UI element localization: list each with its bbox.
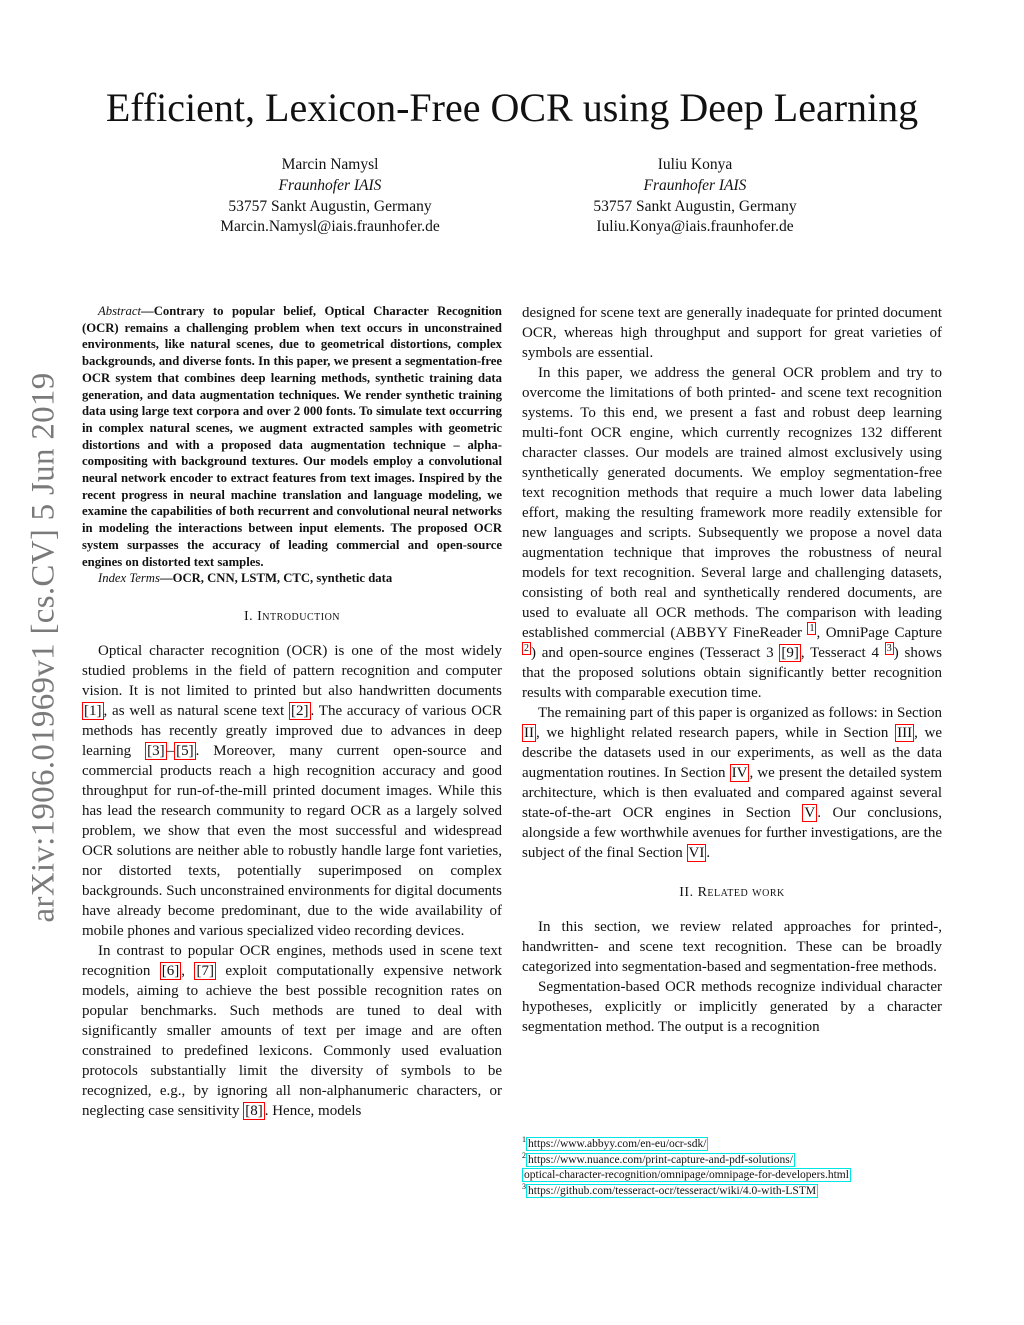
footnote-ref-link[interactable]: 3 (886, 643, 892, 654)
text-run: , (181, 962, 195, 979)
text-run: In this paper, we address the general OCR problem and try to overcome the limitations of both printed- and scene text recognition systems. To this end, we present a fast and robust deep learning multi-font OCR engine, which currently recognizes 132 different character classes. Our models are trained almost exclusively using synthetically generated documents. We employ segmentation-free text recognition methods that require a much lower data labeling effort, making the resulting framework more readily extensible for new languages and scripts. Subsequently we propose a novel data augmentation technique that improves the robustness of neural models for text recognition. Several large and challenging datasets, consisting of both real and synthetically rendered documents, are used to evaluate all OCR methods. The comparison with leading established commercial (ABBYY FineReader (522, 365, 942, 641)
text-run: , as well as natural scene text (103, 702, 290, 719)
footnote-3 (522, 1181, 952, 1200)
footnote-2-continued (522, 1168, 952, 1184)
paper-title: Efficient, Lexicon-Free OCR using Deep Learning (105, 85, 919, 130)
author-email: Iuliu.Konya@iais.fraunhofer.de (596, 218, 794, 236)
abstract (82, 303, 502, 570)
section-ref-link[interactable]: II (524, 725, 534, 741)
text-run: , OmniPage Capture (816, 625, 942, 641)
footnote-number: 1 (522, 1135, 526, 1145)
citation-link[interactable]: [1] (84, 702, 102, 719)
intro-paragraph-3 (522, 363, 942, 703)
section-heading-introduction: I. Introduction (243, 608, 341, 624)
footnote-ref-link[interactable]: 2 (524, 643, 529, 654)
intro-paragraph-1 (82, 641, 502, 941)
author-name: Iuliu Konya (657, 156, 733, 173)
text-run: , Tesseract 4 (800, 645, 885, 661)
text-run: ) shows that the proposed solutions obtain significantly better recognition results with comparable execution time. (522, 645, 942, 701)
left-column (82, 303, 502, 1121)
section-heading-related-work: II. Related work (679, 885, 785, 900)
author-address: 53757 Sankt Augustin, Germany (593, 197, 797, 215)
text-run: ) and open-source engines (Tesseract 3 (531, 645, 780, 661)
citation-link[interactable]: [9] (781, 645, 799, 661)
citation-link[interactable]: [2] (291, 702, 309, 719)
text-run: . (706, 845, 711, 861)
intro-paragraph-4 (522, 703, 942, 863)
footnote-1 (522, 1137, 952, 1153)
text-run: , we highlight related research papers, while in Section (536, 725, 896, 741)
footnotes (522, 1137, 952, 1199)
text-run: . Our conclusions, alongside a few worthwhile avenues for further investigations, are the subject of the final Section (522, 805, 943, 861)
right-column (522, 303, 942, 1037)
author-affiliation: Fraunhofer IAIS (278, 176, 382, 194)
footnote-url-link[interactable]: https://www.abbyy.com/en-eu/ocr-sdk/ (528, 1138, 707, 1150)
index-terms (82, 570, 502, 587)
text-run: . Moreover, many current open-source and commercial products reach a high recognition accuracy and good throughput for run-of-the-mill printed document images. While this has lead the research community to regard OCR as a largely solved problem, we show that even the most successful and widespread OCR solutions are neither able to robustly handle large font varieties, nor distorted texts, potentially superimposed on complex backgrounds. Such unconstrained environments for digital documents have already become predominant, due to the wide availability of mobile phones and various specialized video recording devices. (82, 742, 502, 939)
author-email: Marcin.Namysl@iais.fraunhofer.de (220, 218, 440, 236)
footnote-2 (522, 1150, 952, 1169)
text-run: . The accuracy of various OCR methods has recently greatly improved due to advances in deep learning (82, 702, 503, 759)
text-run: In contrast to popular OCR engines, methods used in scene text recognition (82, 942, 502, 979)
arxiv-id-text: arXiv:1906.01969v1 [cs.CV] 5 Jun 2019 (25, 372, 62, 923)
section-ref-link[interactable]: IV (731, 765, 748, 781)
citation-link[interactable]: [3] (147, 742, 165, 759)
footnote-number: 3 (522, 1181, 526, 1191)
abstract-text: —Contrary to popular belief, Optical Character Recognition (OCR) remains a challenging problem when text occurs in unconstrained environments, like natural scenes, due to geometrical distortions, complex backgrounds, and diverse fonts. In this paper, we present a segmentation-free OCR system that combines deep learning methods, synthetic training data generation, and data augmentation techniques. We render synthetic training data using large text corpora and over 2 000 fonts. To simulate text occurring in complex natural scenes, we augment extracted samples with geometric distortions and with a proposed data augmentation technique – alpha-compositing with background textures. Our models employ a convolutional neural network encoder to extract features from text images. Inspired by the recent progress in neural machine translation and language modeling, we examine the capabilities of both recurrent and convolutional neural networks in modeling the interactions between input elements. The proposed OCR system surpasses the accuracy of leading commercial and open-source engines on distorted text samples. (82, 304, 502, 569)
section-ref-link[interactable]: V (804, 805, 816, 821)
section-ref-link[interactable]: III (897, 725, 913, 741)
footnote-ref-link[interactable]: 1 (809, 623, 815, 634)
text-run: . Hence, models (264, 1102, 362, 1119)
citation-link[interactable]: [8] (245, 1102, 263, 1119)
arxiv-side-stamp (14, 365, 74, 930)
text-run: , we present the detailed system architecture, which is then evaluated and compared against several state-of-the-art OCR engines in Section (522, 765, 942, 821)
author-block-2 (545, 155, 845, 238)
footnote-url-link[interactable]: https://www.nuance.com/print-capture-and-pdf-solutions/ (528, 1153, 793, 1166)
text-run: – (166, 742, 175, 759)
citation-link[interactable]: [5] (176, 742, 194, 759)
text-run: exploit computationally expensive network models, aiming to achieve the best possible recognition rates on popular benchmarks. Such methods are tuned to deal with significantly smaller amounts of text per image and are often constrained to predefined lexicons. Commonly used evaluation protocols substantially limit the diversity of symbols to be recognized, e.g., by ignoring all non-alphanumeric characters, or neglecting case sensitivity (82, 962, 502, 1119)
author-name: Marcin Namysl (281, 156, 379, 173)
author-affiliation: Fraunhofer IAIS (643, 176, 747, 194)
footnote-url-link[interactable]: https://github.com/tesseract-ocr/tesseract/wiki/4.0-with-LSTM (528, 1184, 817, 1197)
intro-paragraph-2 (82, 941, 502, 1121)
text-run: , we describe the datasets used in our experiments, as well as the data augmentation routines. In Section (522, 725, 942, 781)
related-work-paragraph-1: In this section, we review related approaches for printed-, handwritten- and scene text recognition. These can be broadly categorized into segmentation-based and segmentation-free methods. (522, 919, 942, 975)
index-terms-lead: Index Terms (98, 571, 160, 586)
author-block-1 (180, 155, 480, 238)
intro-paragraph-continued: designed for scene text are generally inadequate for printed document OCR, whereas high throughput and support for great varieties of symbols are essential. (522, 305, 942, 361)
footnote-number: 2 (522, 1150, 526, 1160)
author-address: 53757 Sankt Augustin, Germany (228, 197, 432, 215)
citation-link[interactable]: [7] (196, 962, 214, 979)
index-terms-text: —OCR, CNN, LSTM, CTC, synthetic data (159, 571, 393, 586)
related-work-paragraph-2: Segmentation-based OCR methods recognize individual character hypotheses, explicitly or implicitly generated by a character segmentation method. The output is a recognition (522, 979, 942, 1035)
text-run: The remaining part of this paper is organized as follows: in Section (538, 705, 942, 721)
section-ref-link[interactable]: VI (688, 845, 705, 861)
text-run: Optical character recognition (OCR) is one of the most widely studied problems in the field of pattern recognition and computer vision. It is not limited to printed but also handwritten documents (82, 642, 502, 699)
abstract-lead: Abstract (98, 304, 141, 318)
footnote-url-link[interactable]: optical-character-recognition/omnipage/omnipage-for-developers.html (524, 1169, 849, 1181)
citation-link[interactable]: [6] (161, 962, 180, 979)
